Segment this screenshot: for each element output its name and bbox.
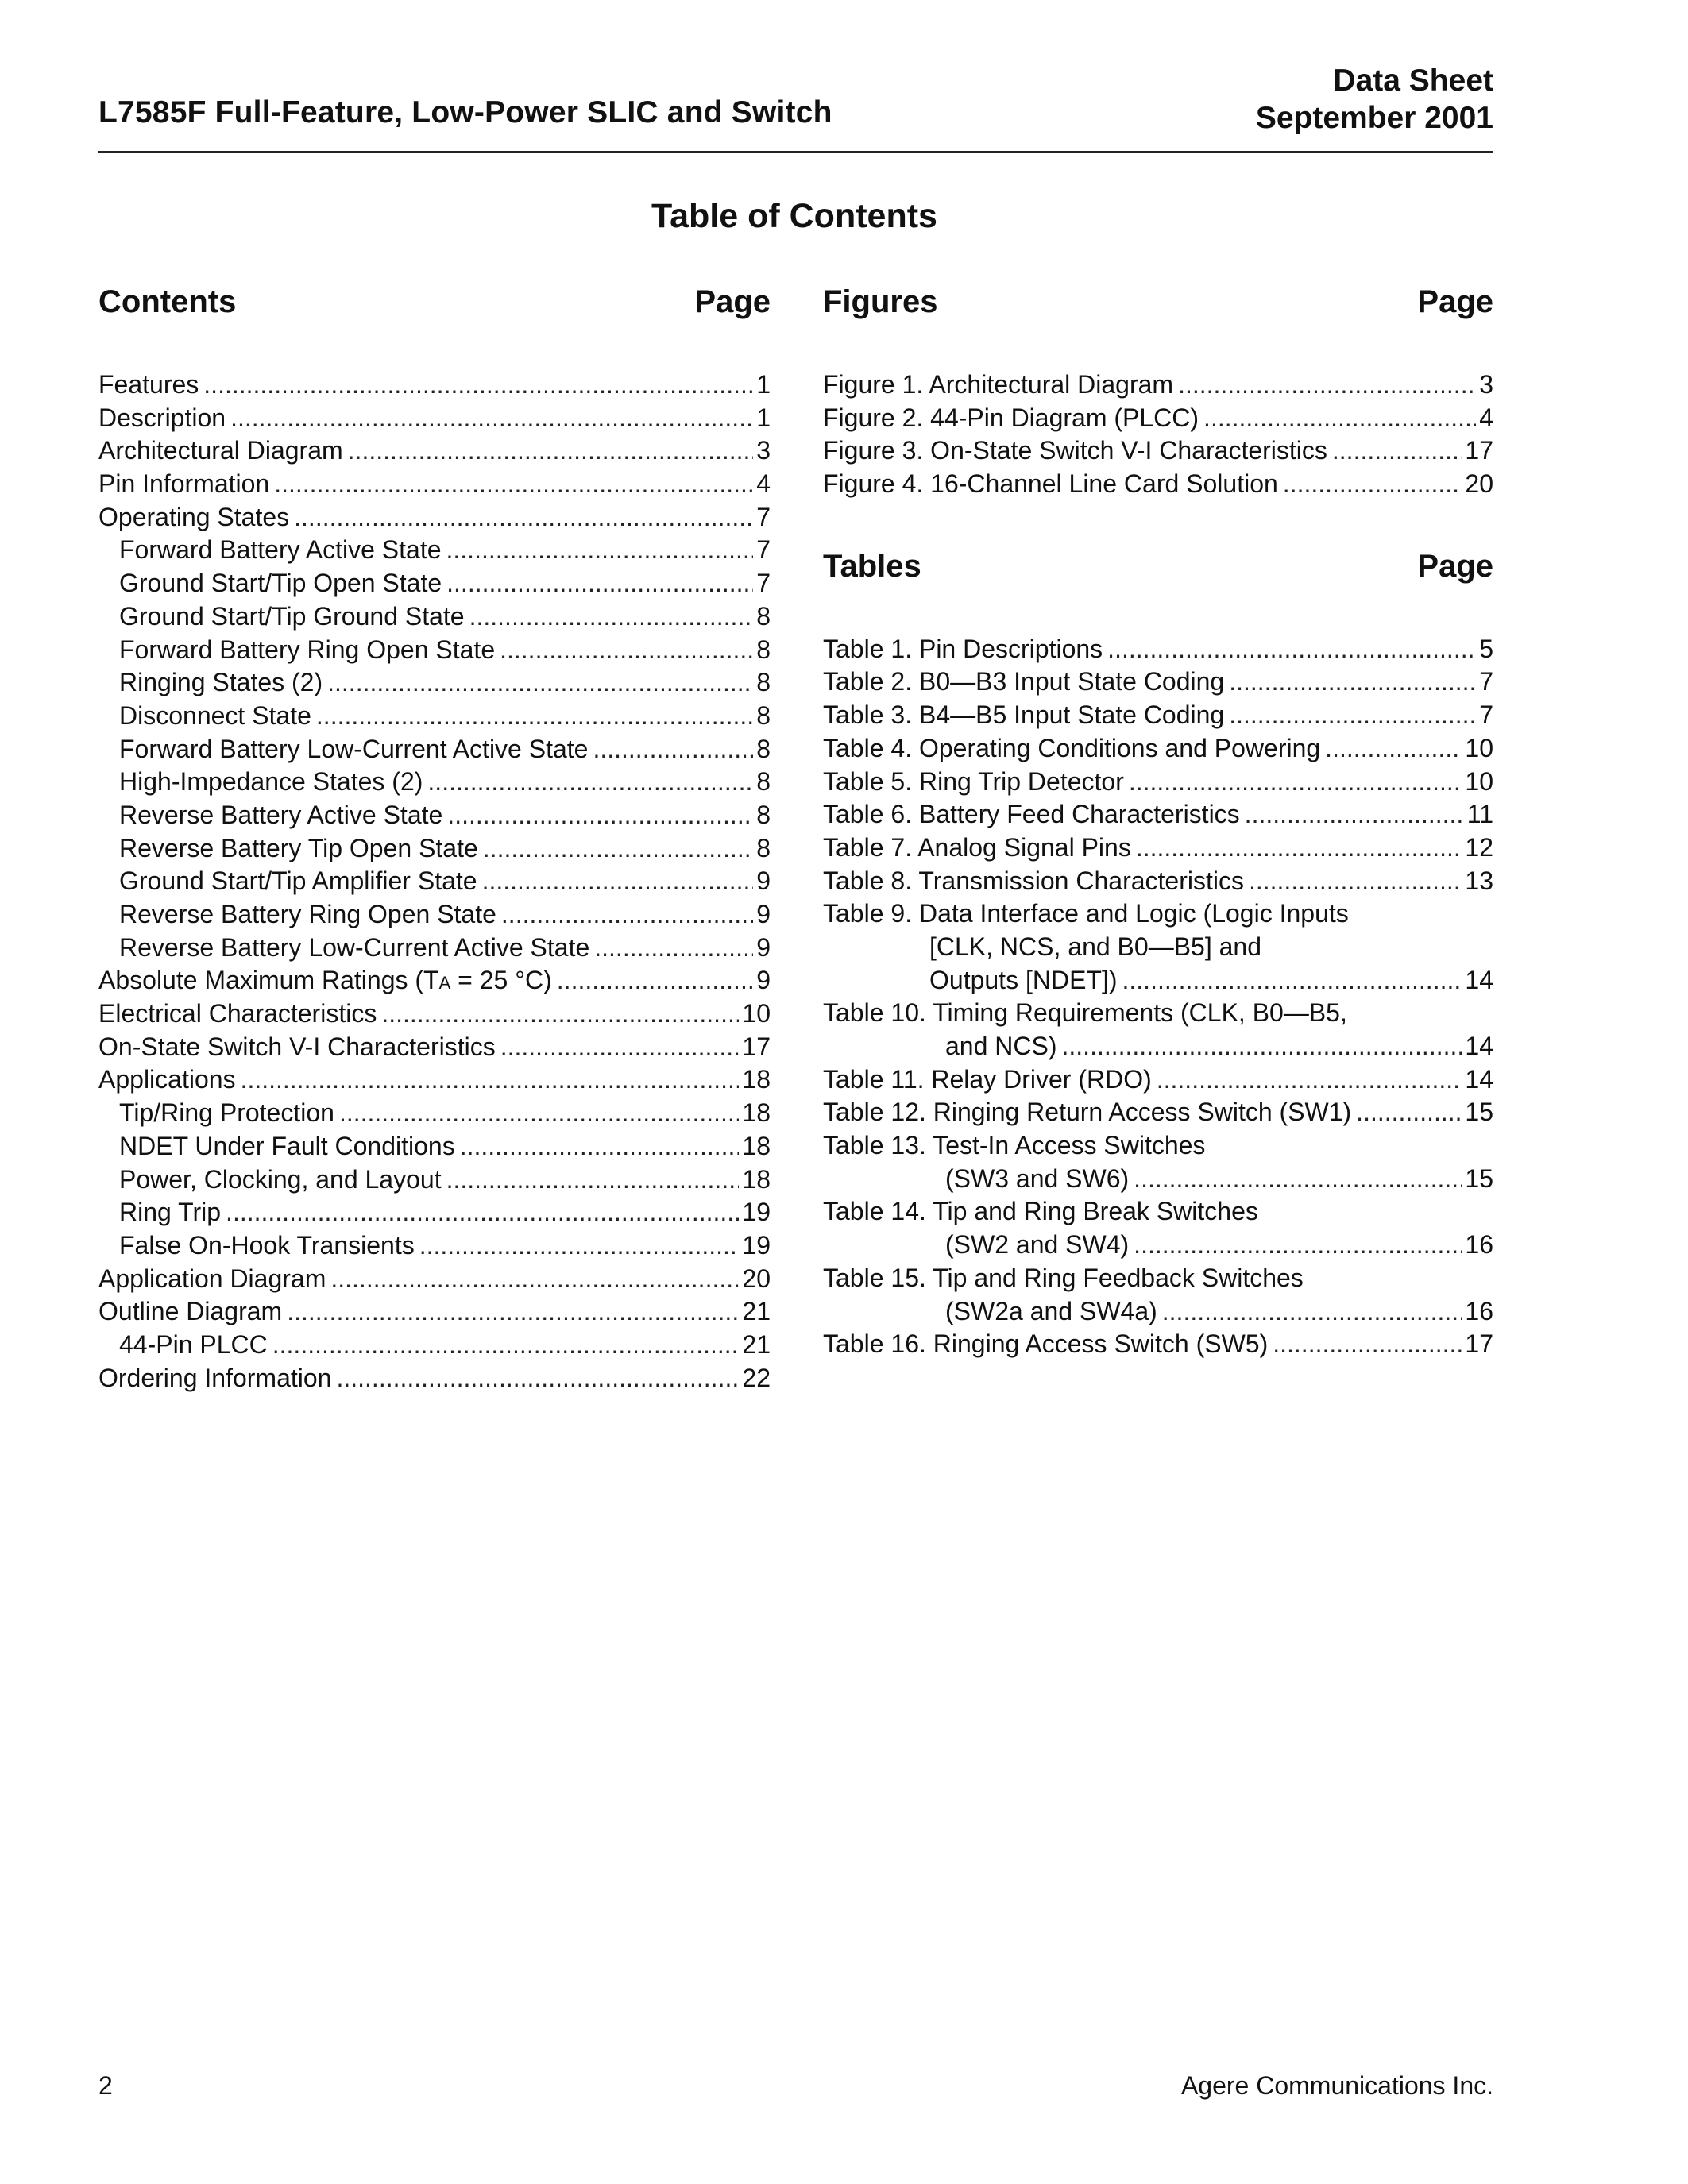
figures-header — [823, 284, 1493, 329]
toc-entry — [98, 402, 771, 435]
toc-entry — [98, 898, 771, 932]
table-entry-label: Table 16. Ringing Access Switch (SW5) — [823, 1329, 1269, 1359]
table-entry-label: Table 1. Pin Descriptions — [823, 634, 1103, 663]
document-meta — [1256, 62, 1493, 137]
document-type: Data Sheet — [1333, 64, 1493, 98]
dot-leader — [460, 1130, 740, 1163]
table-entry-page: 14 — [1465, 965, 1493, 994]
table-entry — [823, 732, 1493, 766]
toc-entry — [98, 369, 771, 402]
toc-entry-label: Architectural Diagram — [98, 436, 343, 465]
toc-entry-page: 7 — [756, 569, 771, 598]
toc-entry-page: 21 — [742, 1297, 771, 1326]
toc-entry-page: 1 — [756, 403, 771, 432]
dot-leader — [1157, 1063, 1462, 1097]
toc-entry-label: Ground Start/Tip Ground State — [119, 601, 465, 631]
dot-leader — [381, 997, 739, 1031]
table-entry-line: Table 14. Tip and Ring Break Switches — [823, 1197, 1258, 1226]
figures-heading: Figures — [823, 284, 938, 319]
toc-entry — [98, 997, 771, 1031]
toc-label-subscript: A — [438, 973, 451, 994]
dot-leader — [294, 501, 753, 534]
toc-entry-page: 22 — [742, 1363, 771, 1392]
toc-entry — [98, 434, 771, 468]
dot-leader — [446, 534, 754, 567]
toc-entry-page: 19 — [742, 1230, 771, 1260]
toc-entry — [98, 666, 771, 700]
toc-entry — [98, 1063, 771, 1097]
toc-entry-page: 18 — [742, 1131, 771, 1160]
toc-entry — [98, 1196, 771, 1229]
toc-title: Table of Contents — [651, 197, 937, 235]
table-entry — [823, 766, 1493, 799]
table-entry-page: 11 — [1466, 800, 1493, 829]
footer-page-number: 2 — [98, 2071, 113, 2100]
toc-entry-label: Description — [98, 403, 226, 432]
toc-entry — [98, 964, 771, 997]
table-entry-label: Table 11. Relay Driver (RDO) — [823, 1064, 1152, 1094]
tables-heading: Tables — [823, 548, 921, 584]
figures-page-heading: Page — [1417, 284, 1493, 319]
table-entry-line: Table 13. Test-In Access Switches — [823, 1131, 1206, 1160]
dot-leader — [593, 733, 753, 766]
dot-leader — [1122, 964, 1462, 997]
toc-entry-label: High-Impedance States (2) — [119, 767, 423, 797]
dot-leader — [316, 700, 753, 733]
table-entry-page: 10 — [1465, 766, 1493, 796]
toc-entry — [98, 1130, 771, 1163]
table-entry — [823, 1328, 1493, 1361]
dot-leader — [230, 402, 753, 435]
toc-entry — [98, 733, 771, 766]
figure-entry-page: 4 — [1479, 403, 1493, 432]
toc-entry — [98, 501, 771, 534]
table-entry-page: 12 — [1465, 832, 1493, 862]
table-entry-label: (SW3 and SW6) — [945, 1163, 1130, 1193]
toc-entry-page: 1 — [756, 370, 771, 399]
table-entry — [823, 1030, 1493, 1063]
contents-page-heading: Page — [694, 284, 771, 319]
document-date: September 2001 — [1255, 101, 1493, 135]
tables-list — [823, 633, 1493, 1361]
dot-leader — [419, 1229, 740, 1263]
dot-leader — [339, 1097, 739, 1130]
figure-entry-label: Figure 2. 44-Pin Diagram (PLCC) — [823, 403, 1199, 432]
toc-entry-page: 9 — [756, 966, 771, 995]
toc-entry — [98, 865, 771, 898]
toc-entry-label: Application Diagram — [98, 1264, 326, 1293]
dot-leader — [446, 567, 753, 600]
dot-leader — [447, 799, 753, 832]
toc-entry-page: 8 — [756, 601, 771, 631]
table-entry — [823, 1229, 1493, 1262]
table-entry-label: Table 3. B4—B5 Input State Coding — [823, 700, 1225, 730]
toc-entry-label: Ring Trip — [119, 1198, 222, 1227]
table-entry — [823, 865, 1493, 898]
toc-entry-page: 8 — [756, 700, 771, 730]
dot-leader — [446, 1163, 740, 1197]
footer-company: Agere Communications Inc. — [1180, 2071, 1493, 2100]
figure-entry-page: 20 — [1465, 469, 1493, 499]
toc-entry-page: 8 — [756, 635, 771, 664]
toc-entry — [98, 1362, 771, 1395]
dot-leader — [327, 666, 753, 700]
toc-label-text: Absolute Maximum Ratings (T — [98, 966, 439, 995]
dot-leader — [482, 865, 754, 898]
toc-entry-label: Forward Battery Active State — [119, 535, 442, 565]
dot-leader — [1283, 468, 1462, 501]
toc-entry — [98, 567, 771, 600]
dot-leader — [469, 600, 754, 634]
toc-entry-page: 18 — [742, 1164, 771, 1194]
table-entry — [823, 832, 1493, 865]
toc-entry-label: NDET Under Fault Conditions — [119, 1131, 455, 1160]
table-entry — [823, 699, 1493, 732]
table-entry-label: (SW2a and SW4a) — [945, 1296, 1157, 1325]
toc-entry-label: Features — [98, 370, 199, 399]
toc-entry-label: Operating States — [98, 502, 290, 531]
toc-entry-page: 9 — [756, 900, 771, 928]
table-entry-line: Table 15. Tip and Ring Feedback Switches — [823, 1263, 1304, 1292]
figure-entry-label: Figure 3. On-State Switch V-I Characteristics — [823, 436, 1327, 465]
dot-leader — [1134, 1163, 1462, 1196]
dot-leader — [1162, 1295, 1462, 1329]
toc-entry — [98, 1097, 771, 1130]
table-entry-label: Table 4. Operating Conditions and Powering — [823, 733, 1321, 762]
table-entry-page: 16 — [1465, 1230, 1493, 1260]
figure-entry — [823, 402, 1493, 435]
tables-page-heading: Page — [1417, 548, 1493, 584]
dot-leader — [483, 832, 753, 866]
figure-entry-page: 3 — [1479, 370, 1493, 399]
table-entry-label: Table 7. Analog Signal Pins — [823, 832, 1131, 862]
dot-leader — [1229, 699, 1476, 732]
toc-entry-page: 8 — [756, 767, 771, 797]
contents-column — [98, 284, 771, 1395]
toc-entry-page: 20 — [742, 1264, 771, 1293]
dot-leader — [1325, 732, 1462, 766]
table-entry-label: Outputs [NDET]) — [929, 965, 1118, 994]
dot-leader — [427, 766, 753, 799]
toc-entry — [98, 832, 771, 866]
toc-entry — [98, 600, 771, 634]
toc-entry-label: Tip/Ring Protection — [119, 1098, 334, 1128]
toc-entry-label: Reverse Battery Tip Open State — [119, 833, 478, 862]
table-entry-page: 15 — [1465, 1098, 1493, 1127]
table-entry-page: 10 — [1465, 733, 1493, 762]
toc-entry-label: Forward Battery Low-Current Active State — [119, 734, 589, 763]
toc-entry-label — [98, 964, 557, 1000]
table-entry — [823, 1063, 1493, 1097]
toc-entry — [98, 468, 771, 501]
toc-entry-label: Ground Start/Tip Amplifier State — [119, 866, 477, 896]
toc-entry — [98, 766, 771, 799]
table-entry-page: 16 — [1465, 1296, 1493, 1325]
dot-leader — [1273, 1328, 1462, 1361]
dot-leader — [287, 1295, 739, 1329]
toc-entry-page: 10 — [742, 999, 771, 1028]
table-entry-label: Table 5. Ring Trip Detector — [823, 766, 1124, 796]
table-entry-page: 17 — [1465, 1329, 1493, 1359]
toc-entry — [98, 1031, 771, 1064]
table-entry-page: 5 — [1479, 634, 1493, 663]
dot-leader — [1332, 434, 1462, 468]
dot-leader — [1356, 1096, 1462, 1129]
dot-leader — [1136, 832, 1462, 865]
toc-entry-label: Reverse Battery Active State — [119, 800, 443, 829]
toc-entry-page: 7 — [756, 535, 771, 565]
toc-entry-label: Ordering Information — [98, 1363, 332, 1392]
toc-entry — [98, 1163, 771, 1197]
toc-entry-page: 8 — [756, 668, 771, 697]
dot-leader — [500, 634, 753, 667]
table-entry-label: Table 2. B0—B3 Input State Coding — [823, 667, 1225, 696]
dot-leader — [203, 369, 753, 402]
contents-header — [98, 284, 771, 329]
toc-entry-label: Outline Diagram — [98, 1297, 283, 1326]
table-entry-page: 13 — [1465, 866, 1493, 895]
dot-leader — [226, 1196, 739, 1229]
toc-entry-page: 18 — [742, 1098, 771, 1128]
toc-entry — [98, 534, 771, 567]
table-entry-label: Table 8. Transmission Characteristics — [823, 866, 1244, 895]
toc-entry — [98, 1229, 771, 1263]
toc-entry-page: 9 — [756, 932, 771, 962]
dot-leader — [1134, 1229, 1462, 1262]
toc-entry-label: Forward Battery Ring Open State — [119, 635, 496, 664]
table-entry-line: Table 10. Timing Requirements (CLK, B0—B5, — [823, 998, 1347, 1028]
dot-leader — [1245, 798, 1464, 832]
table-entry-page: 14 — [1465, 1064, 1493, 1094]
dot-leader — [1062, 1030, 1462, 1063]
figure-entry-page: 17 — [1465, 436, 1493, 465]
table-entry-label: (SW2 and SW4) — [945, 1230, 1130, 1260]
dot-leader — [274, 468, 753, 501]
dot-leader — [348, 434, 754, 468]
dot-leader — [1107, 633, 1476, 666]
figure-entry-label: Figure 4. 16-Channel Line Card Solution — [823, 469, 1278, 499]
table-entry-page: 7 — [1479, 700, 1493, 730]
toc-entry — [98, 700, 771, 733]
figure-entry — [823, 369, 1493, 402]
toc-entry-page: 19 — [742, 1198, 771, 1227]
figure-entry — [823, 434, 1493, 468]
toc-entry-label: 44-Pin PLCC — [119, 1329, 268, 1359]
figures-tables-column — [823, 284, 1493, 1361]
tables-block — [823, 549, 1493, 1361]
dot-leader — [330, 1263, 739, 1296]
toc-entry-page: 18 — [742, 1065, 771, 1094]
toc-entry — [98, 799, 771, 832]
toc-entry-label: Pin Information — [98, 469, 270, 499]
table-entry — [823, 633, 1493, 666]
dot-leader — [1229, 666, 1476, 699]
toc-entry-page: 9 — [756, 866, 771, 896]
dot-leader — [241, 1063, 740, 1097]
toc-entry — [98, 1329, 771, 1362]
toc-entry-page: 17 — [742, 1032, 771, 1061]
table-entry — [823, 1163, 1493, 1196]
table-entry — [823, 798, 1493, 832]
toc-entry-label: Disconnect State — [119, 700, 311, 730]
toc-label-text: = 25 °C) — [450, 966, 552, 995]
toc-entry-page: 3 — [756, 436, 771, 465]
table-entry-label: Table 12. Ringing Return Access Switch (SW1) — [823, 1098, 1352, 1127]
table-entry-page: 7 — [1479, 667, 1493, 696]
toc-entry-label: On-State Switch V-I Characteristics — [98, 1032, 496, 1061]
table-entry-label: and NCS) — [945, 1032, 1057, 1060]
figures-list — [823, 369, 1493, 501]
dot-leader — [1129, 766, 1462, 799]
toc-entry-label: False On-Hook Transients — [119, 1230, 415, 1260]
toc-entry-page: 4 — [756, 469, 771, 499]
table-entry — [823, 964, 1493, 997]
toc-entry-label: Reverse Battery Ring Open State — [119, 900, 496, 928]
table-entry-line: Table 9. Data Interface and Logic (Logic Inputs — [823, 899, 1349, 928]
toc-entry-page: 21 — [742, 1329, 771, 1359]
toc-entry — [98, 634, 771, 667]
document-title: L7585F Full-Feature, Low-Power SLIC and Switch — [98, 95, 832, 129]
toc-entry-label: Electrical Characteristics — [98, 999, 377, 1028]
toc-entry-label: Ringing States (2) — [119, 668, 323, 697]
page-header — [98, 59, 1493, 153]
toc-entry-label: Reverse Battery Low-Current Active State — [119, 932, 590, 962]
toc-entry — [98, 1263, 771, 1296]
tables-header — [823, 549, 1493, 593]
toc-entry-page: 8 — [756, 833, 771, 862]
dot-leader — [1249, 865, 1462, 898]
dot-leader — [594, 932, 753, 965]
dot-leader — [501, 898, 753, 932]
toc-entry — [98, 932, 771, 965]
table-entry-line: [CLK, NCS, and B0—B5] and — [929, 932, 1261, 961]
toc-entry-label: Applications — [98, 1065, 236, 1094]
toc-entry-page: 8 — [756, 734, 771, 763]
dot-leader — [500, 1031, 740, 1064]
table-entry — [823, 1096, 1493, 1129]
table-entry — [823, 666, 1493, 699]
toc-entry-page: 8 — [756, 800, 771, 829]
toc-entry-label: Ground Start/Tip Open State — [119, 569, 442, 598]
contents-heading: Contents — [98, 284, 237, 319]
figure-entry — [823, 468, 1493, 501]
dot-leader — [557, 964, 753, 997]
figure-entry-label: Figure 1. Architectural Diagram — [823, 370, 1174, 399]
table-entry — [823, 1295, 1493, 1329]
table-entry-label: Table 6. Battery Feed Characteristics — [823, 800, 1240, 829]
dot-leader — [1203, 402, 1476, 435]
table-entry-page: 14 — [1465, 1032, 1493, 1060]
table-entry-page: 15 — [1465, 1163, 1493, 1193]
dot-leader — [272, 1329, 740, 1362]
dot-leader — [336, 1362, 739, 1395]
toc-entry-label: Power, Clocking, and Layout — [119, 1164, 442, 1194]
toc-entry — [98, 1295, 771, 1329]
toc-entry-page: 7 — [756, 502, 771, 531]
contents-list — [98, 369, 771, 1395]
dot-leader — [1178, 369, 1476, 402]
